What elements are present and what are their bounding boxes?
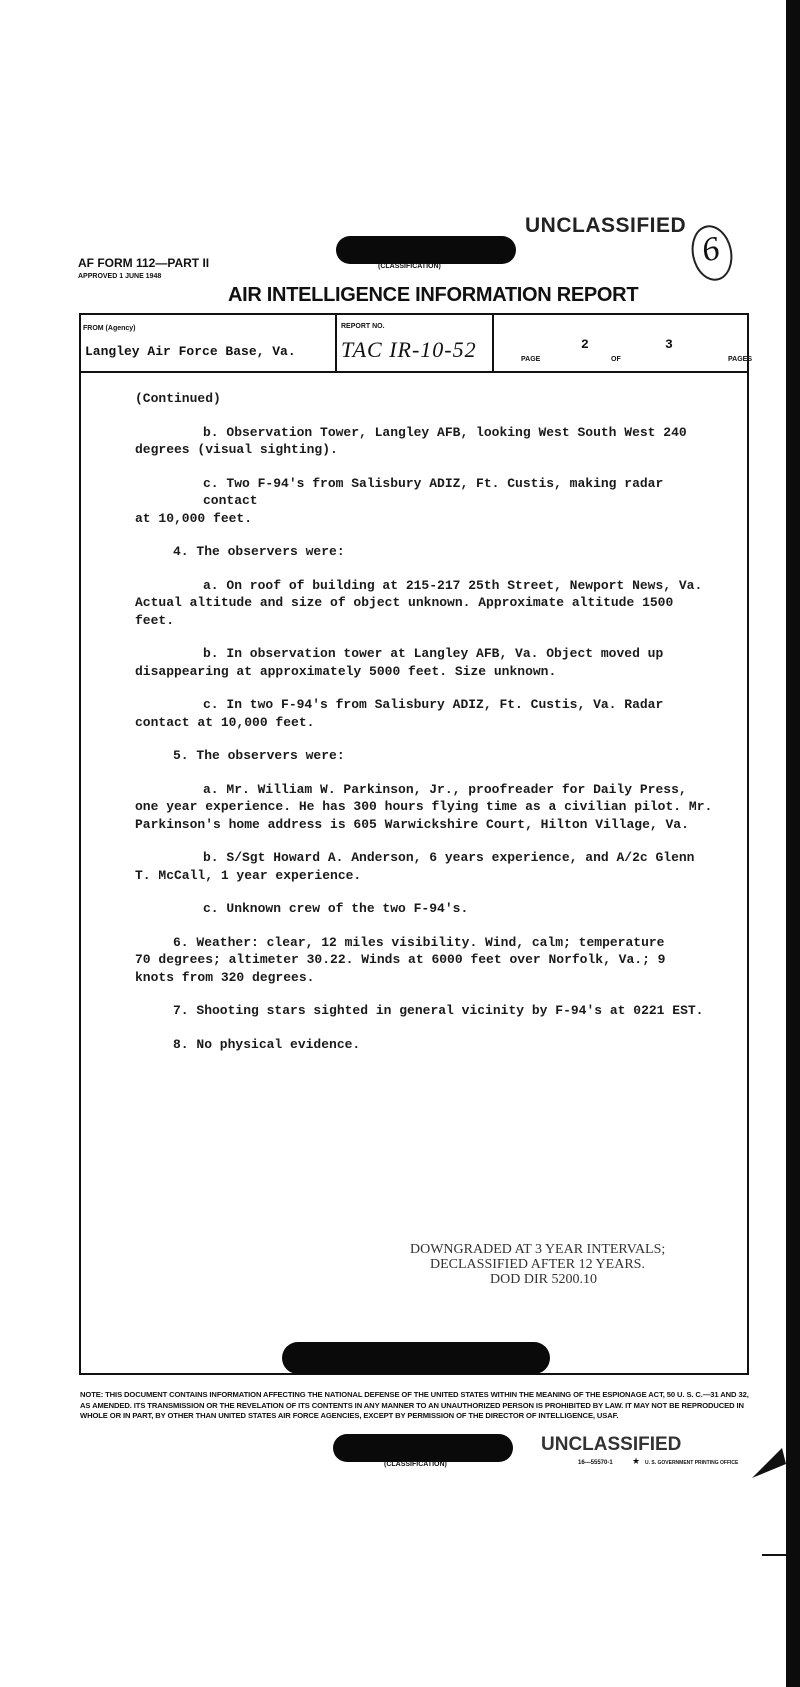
handwritten-page-number-text: 6	[698, 229, 723, 270]
para-5c: c. Unknown crew of the two F-94's.	[203, 901, 469, 916]
para-3c-line2: at 10,000 feet.	[135, 510, 253, 526]
continued-label: (Continued)	[135, 391, 221, 406]
form-name: AF FORM 112—PART II	[78, 256, 210, 270]
para-5b-line1: b. S/Sgt Howard A. Anderson, 6 years experience, and A/2c Glenn	[203, 850, 695, 865]
page-label: PAGE	[521, 356, 541, 363]
para-4c	[135, 696, 725, 731]
para-3c	[135, 475, 725, 528]
para-7: 7. Shooting stars sighted in general vicinity by F-94's at 0221 EST.	[173, 1003, 704, 1018]
scan-triangle-mark	[752, 1448, 786, 1478]
redaction-bottom-in-frame	[282, 1342, 550, 1374]
scan-edge-bar	[786, 0, 800, 1687]
report-body	[135, 390, 725, 1053]
para-3b-line2: degrees (visual sighting).	[135, 442, 338, 457]
para-4: 4. The observers were:	[173, 544, 345, 559]
redaction-footer	[333, 1434, 513, 1462]
from-label: FROM (Agency)	[83, 325, 136, 332]
downgrade-line1: DOWNGRADED AT 3 YEAR INTERVALS;	[410, 1242, 666, 1257]
para-5b-line2: T. McCall, 1 year experience.	[135, 867, 362, 883]
para-5a-line3: Parkinson's home address is 605 Warwickshire Court, Hilton Village, Va.	[135, 816, 689, 832]
pages-label: PAGES	[728, 356, 752, 363]
of-value: 3	[665, 337, 673, 352]
print-code: 16—55570-1	[578, 1460, 613, 1466]
para-4a-line3: feet.	[135, 612, 175, 628]
star-icon: ★	[632, 1456, 641, 1466]
downgrade-line2: DECLASSIFIED AFTER 12 YEARS.	[430, 1257, 645, 1272]
report-title: AIR INTELLIGENCE INFORMATION REPORT	[228, 284, 639, 306]
classification-label-bottom: (CLASSIFICATION)	[384, 1461, 447, 1468]
para-3b	[135, 424, 725, 459]
report-no-value: TAC IR-10-52	[341, 337, 477, 362]
classification-stamp-bottom: UNCLASSIFIED	[541, 1434, 682, 1455]
classification-label-top: (CLASSIFICATION)	[378, 263, 441, 270]
of-label: OF	[611, 356, 621, 363]
downgrade-line3: DOD DIR 5200.10	[490, 1272, 597, 1287]
classification-stamp-top: UNCLASSIFIED	[525, 214, 687, 237]
para-6	[135, 934, 725, 987]
para-4a-line1: a. On roof of building at 215-217 25th Street, Newport News, Va.	[203, 577, 703, 593]
para-6-line3: knots from 320 degrees.	[135, 969, 315, 985]
para-3c-line1: c. Two F-94's from Salisbury ADIZ, Ft. Custis, making radar contact	[203, 475, 664, 508]
approved-date: APPROVED 1 JUNE 1948	[78, 273, 162, 280]
para-5b	[135, 849, 725, 884]
divider-1	[335, 315, 337, 371]
para-4b-line2: disappearing at approximately 5000 feet. Size unknown.	[135, 663, 557, 679]
para-3b-line1: b. Observation Tower, Langley AFB, looking West South West 240	[203, 424, 687, 440]
downgrade-stamp	[410, 1242, 690, 1287]
handwritten-page-number	[687, 221, 738, 284]
para-4a	[135, 577, 725, 630]
para-6-line2: 70 degrees; altimeter 30.22. Winds at 6000 feet over Norfolk, Va.; 9	[135, 952, 666, 967]
para-5a-line1: a. Mr. William W. Parkinson, Jr., proofreader for Daily Press,	[203, 781, 687, 797]
header-row	[81, 315, 752, 373]
para-5a	[135, 781, 725, 834]
para-4c-line1: c. In two F-94's from Salisbury ADIZ, Ft. Custis, Va. Radar	[203, 697, 664, 712]
para-8: 8. No physical evidence.	[173, 1036, 361, 1052]
para-4a-line2: Actual altitude and size of object unknown. Approximate altitude 1500	[135, 595, 674, 610]
para-5: 5. The observers were:	[173, 748, 345, 763]
footer-note: NOTE: THIS DOCUMENT CONTAINS INFORMATION AFFECTING THE NATIONAL DEFENSE OF THE UNITED STATES WITHIN THE MEANING OF THE ESPIONAGE ACT, 50 U. S. C.—31 AND 32, AS AMENDED. ITS TRANSMISSION OR THE REVELATION OF ITS CONTENTS IN ANY MANNER TO AN UNAUTHORIZED PERSON IS PROHIBITED BY LAW. IT MAY NOT BE REPRODUCED IN WHOLE OR IN PART, BY OTHER THAN UNITED STATES AIR FORCE AGENCIES, EXCEPT BY PERMISSION OF THE DIRECTOR OF INTELLIGENCE, USAF.	[80, 1390, 749, 1420]
page-value: 2	[581, 337, 589, 352]
divider-2	[492, 315, 494, 371]
gpo-text: U. S. GOVERNMENT PRINTING OFFICE	[645, 1460, 739, 1466]
para-6-line1: 6. Weather: clear, 12 miles visibility. Wind, calm; temperature	[173, 934, 665, 950]
para-4c-line2: contact at 10,000 feet.	[135, 714, 315, 730]
scan-tick-mark	[762, 1554, 786, 1556]
para-4b	[135, 645, 725, 680]
para-5a-line2: one year experience. He has 300 hours flying time as a civilian pilot. Mr.	[135, 799, 713, 814]
redaction-top	[336, 236, 516, 264]
report-no-label: REPORT NO.	[341, 323, 385, 330]
para-4b-line1: b. In observation tower at Langley AFB, Va. Object moved up	[203, 646, 664, 661]
from-value: Langley Air Force Base, Va.	[85, 344, 296, 359]
